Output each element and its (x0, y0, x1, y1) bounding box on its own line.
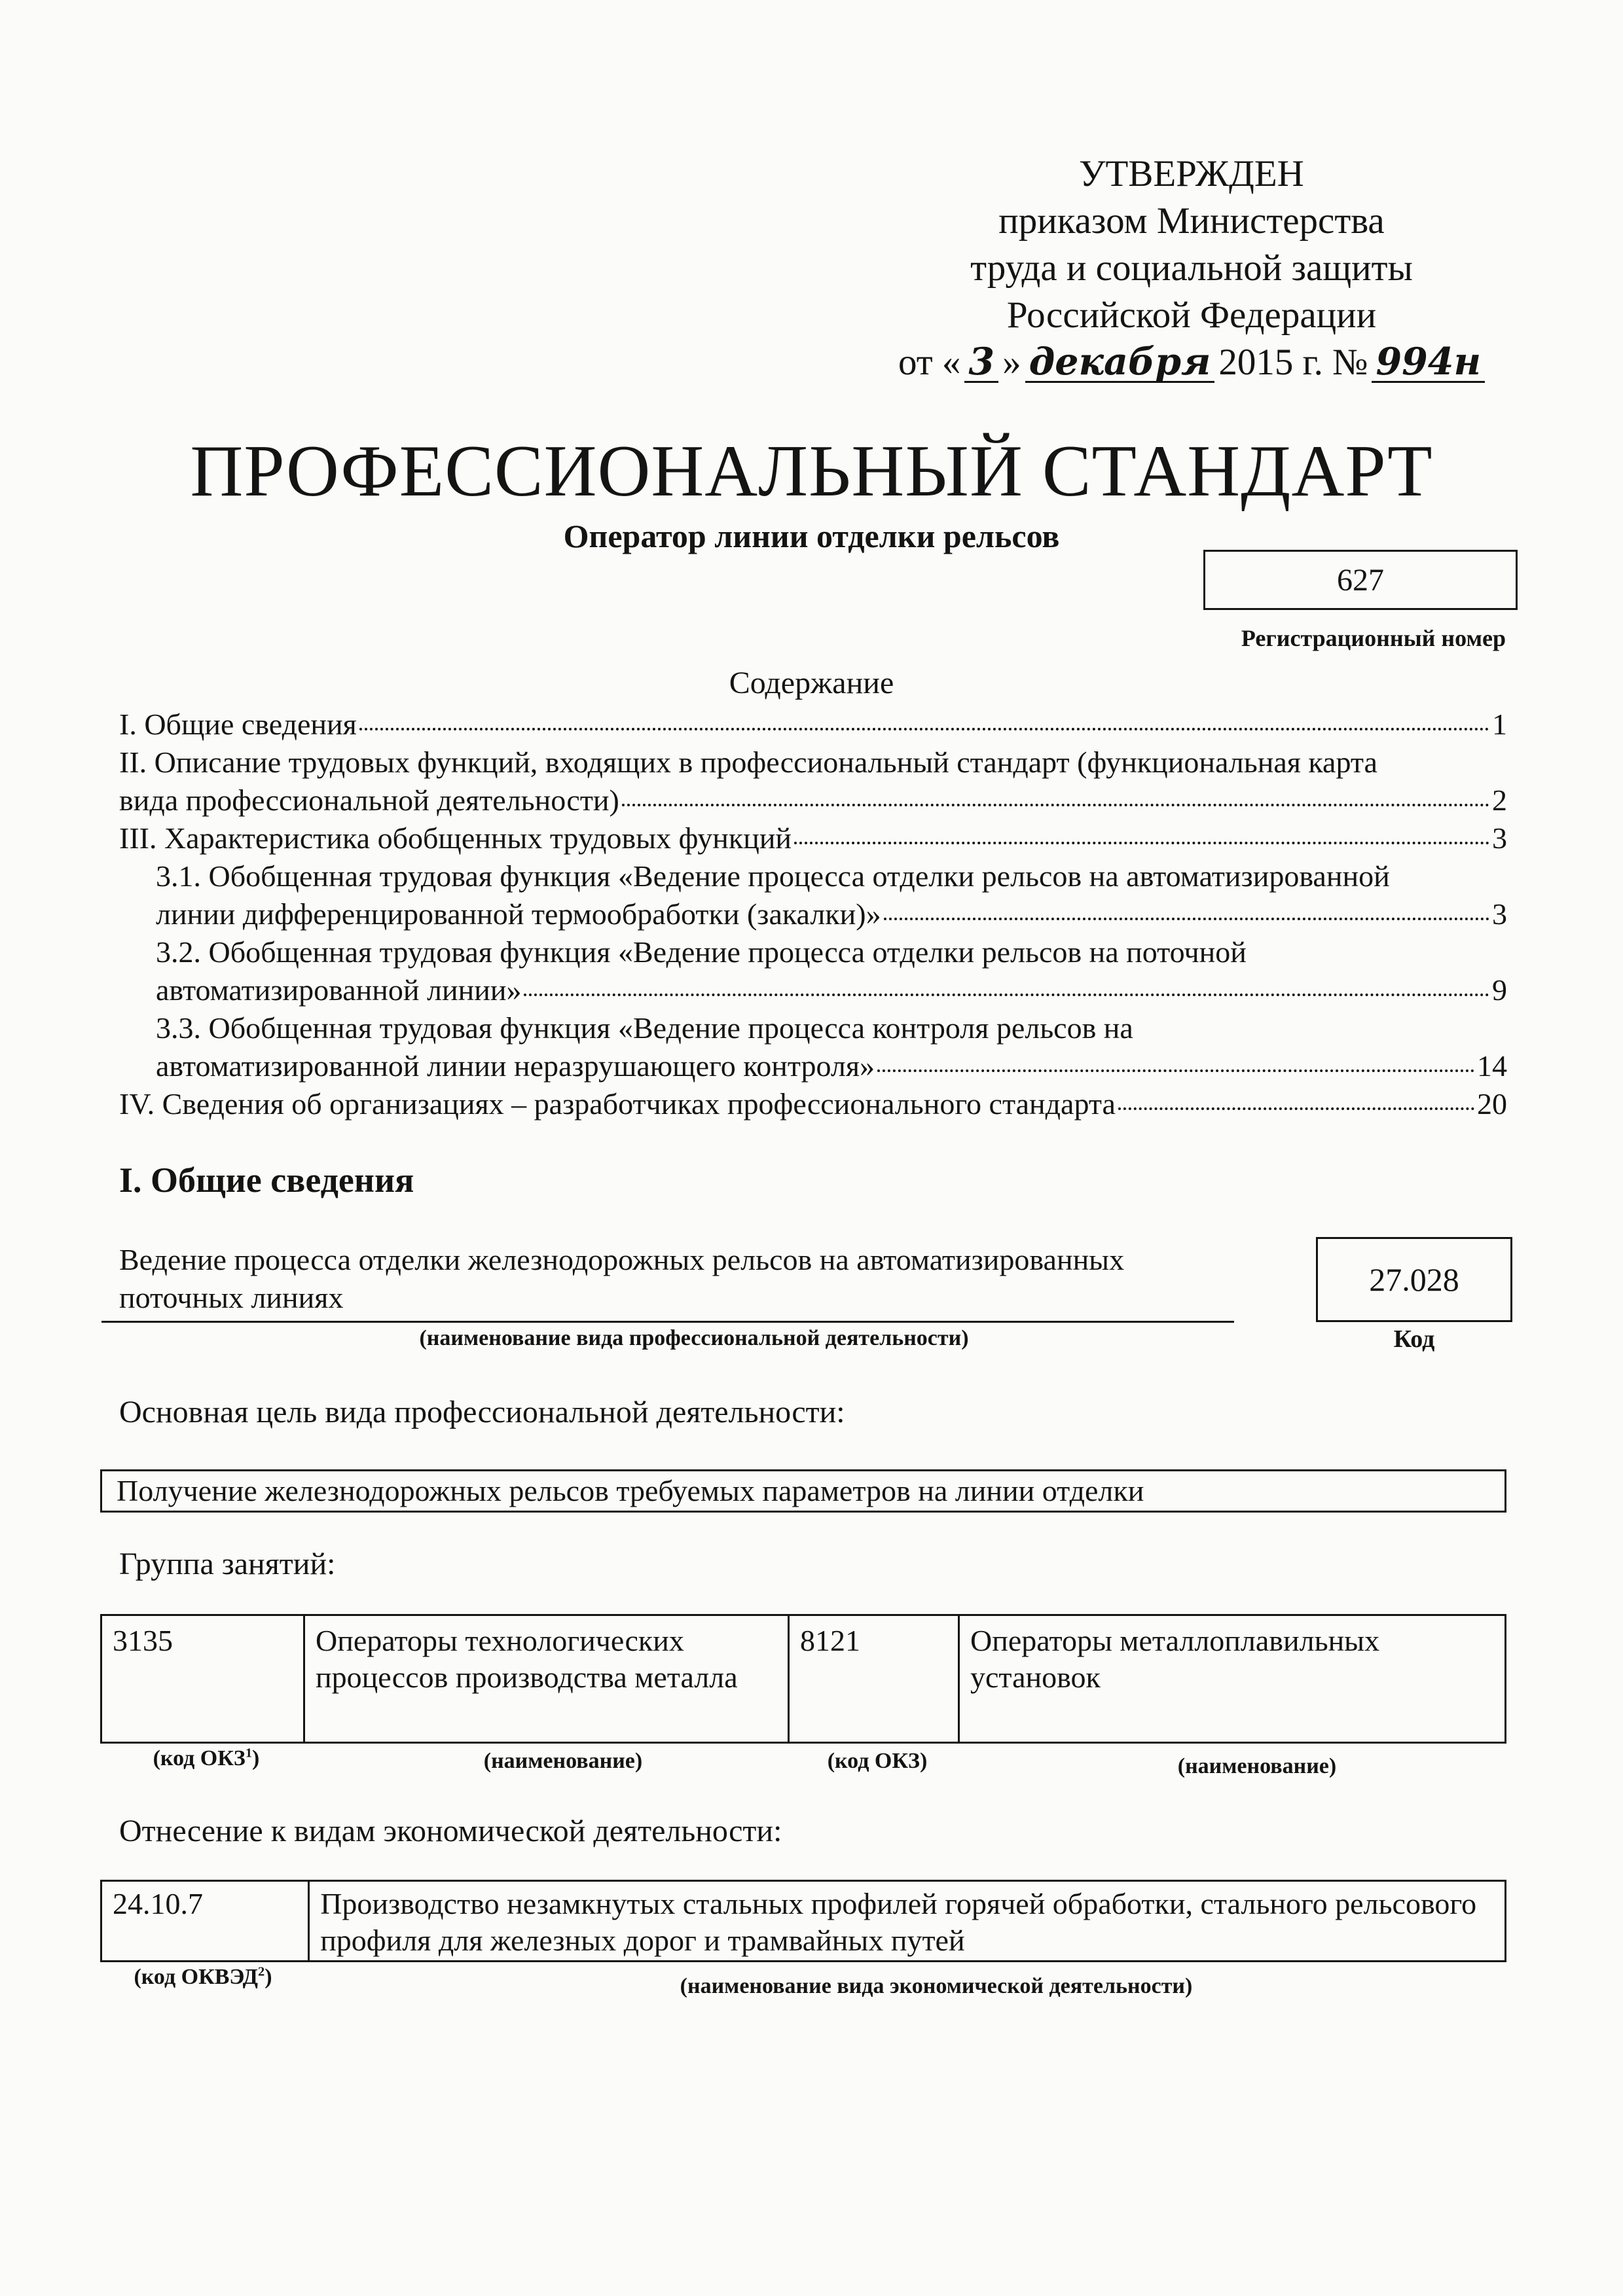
approval-order-line (877, 339, 1506, 386)
goal-box: Получение железнодорожных рельсов требуемых параметров на линии отделки (100, 1469, 1506, 1513)
toc-item[interactable]: I. Общие сведения 1 (119, 708, 1507, 741)
registration-number-label: Регистрационный номер (1241, 625, 1506, 651)
group-label: Группа занятий: (119, 1547, 336, 1581)
economic-activity-label: Отнесение к видам экономической деятельности: (119, 1814, 782, 1848)
toc-item[interactable]: 3.2. Обобщенная трудовая функция «Ведение процесса отделки рельсов на поточной автоматизированной линии» 9 (156, 935, 1507, 1007)
activity-code-box: 27.028 (1316, 1237, 1512, 1322)
toc-item[interactable]: 3.3. Обобщенная трудовая функция «Ведение процесса контроля рельсов на автоматизированной линии неразрушающего контроля» 14 (156, 1011, 1507, 1083)
okz-code-cell: 8121 (790, 1616, 960, 1742)
registration-number-box: 627 (1203, 550, 1518, 610)
document-title: ПРОФЕССИОНАЛЬНЫЙ СТАНДАРТ (190, 431, 1433, 512)
occupation-group-table (100, 1614, 1506, 1744)
toc-item[interactable]: II. Описание трудовых функций, входящих в профессиональный стандарт (функциональная карта вида профессиональной деятельности) 2 (119, 745, 1507, 817)
approval-line-4: Российской Федерации (1006, 295, 1377, 336)
okved-code-cell: 24.10.7 (102, 1882, 310, 1960)
table-of-contents (119, 706, 1507, 1123)
okz-code-caption: (код ОКЗ) (827, 1749, 928, 1773)
approval-title: УТВЕРЖДЕН (1079, 153, 1304, 194)
toc-item[interactable]: IV. Сведения об организациях – разработчиках профессионального стандарта 20 (119, 1087, 1507, 1121)
okz-name-cell: Операторы металлоплавильных установок (970, 1624, 1380, 1694)
okz-code-cell: 3135 (102, 1616, 305, 1742)
okved-name-caption: (наименование вида экономической деятельности) (680, 1974, 1193, 1998)
okz-name-cell: Операторы технологических процессов производства металла (305, 1616, 790, 1742)
okved-table (100, 1880, 1506, 1962)
okved-name-cell: Производство незамкнутых стальных профилей горячей обработки, стального рельсового профиля для железных дорог и трамвайных путей (320, 1887, 1477, 1957)
order-number: 994н (1372, 343, 1485, 383)
document-subtitle: Оператор линии отделки рельсов (563, 518, 1060, 554)
approval-line-3: труда и социальной защиты (970, 247, 1413, 289)
okz-name-caption: (наименование) (1177, 1754, 1337, 1778)
okved-code-caption: (код ОКВЭД$^2$) (134, 1964, 272, 1989)
order-month: декабря (1025, 343, 1215, 383)
order-day: 3 (964, 343, 998, 383)
activity-code-label: Код (1393, 1325, 1435, 1353)
section-heading: I. Общие сведения (119, 1160, 414, 1200)
order-prefix: от « (898, 342, 961, 383)
approval-line-2: приказом Министерства (998, 200, 1385, 242)
activity-kind-underline (101, 1321, 1234, 1323)
toc-item[interactable]: 3.1. Обобщенная трудовая функция «Ведение процесса отделки рельсов на автоматизированной линии дифференцированной термообработки (закалки)» 3 (156, 859, 1507, 931)
toc-item[interactable]: III. Характеристика обобщенных трудовых функций 3 (119, 821, 1507, 855)
approval-block (877, 151, 1506, 386)
okz-name-caption: (наименование) (483, 1749, 643, 1773)
okz-code-caption: (код ОКЗ$^1$) (153, 1746, 260, 1770)
order-year: 2015 г. № (1218, 342, 1368, 383)
order-mid: » (1002, 342, 1021, 383)
goal-label: Основная цель вида профессиональной деятельности: (119, 1395, 845, 1429)
activity-kind-name: Ведение процесса отделки железнодорожных рельсов на автоматизированных поточных линиях (119, 1243, 1125, 1314)
activity-kind-caption: (наименование вида профессиональной деятельности) (419, 1326, 969, 1350)
toc-heading: Содержание (729, 666, 894, 700)
